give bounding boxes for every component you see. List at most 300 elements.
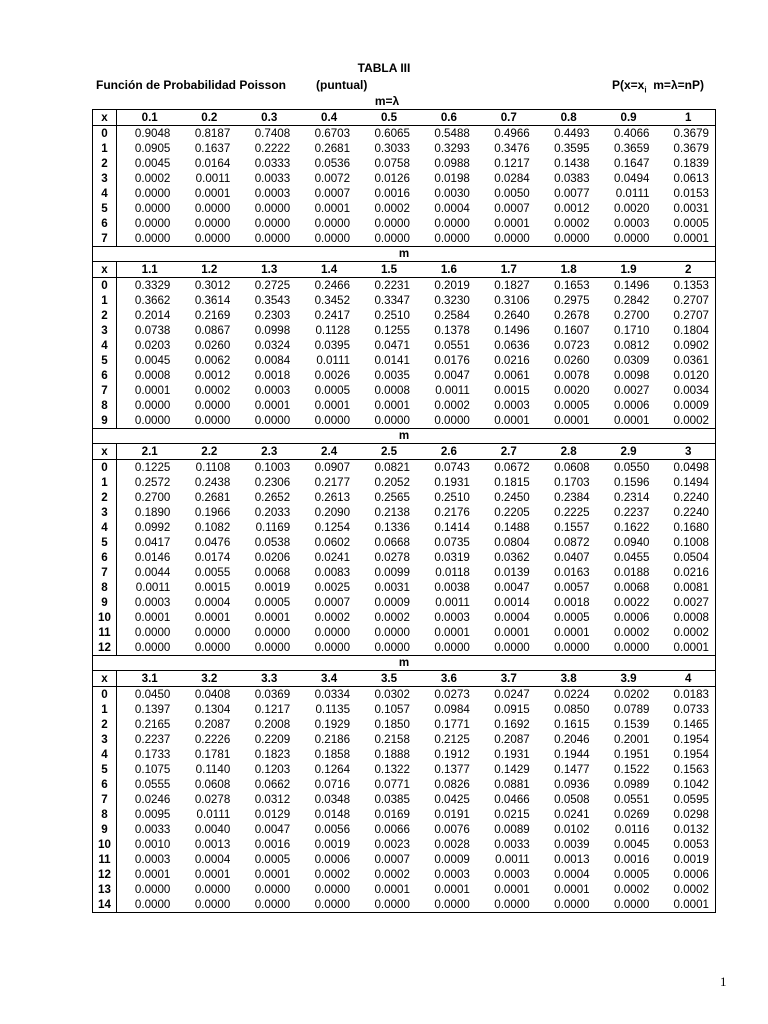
param-header: 0.3 <box>236 110 296 126</box>
probability-cell: 0.2001 <box>614 733 650 746</box>
probability-cell: 0.7408 <box>254 127 291 140</box>
probability-cell: 0.0001 <box>494 883 530 896</box>
table-row <box>93 640 716 656</box>
probability-cell: 0.0002 <box>554 217 590 230</box>
probability-cell: 0.0001 <box>314 399 351 412</box>
probability-cell: 0.0025 <box>314 581 351 594</box>
probability-cell: 0.0662 <box>254 778 291 791</box>
probability-cell: 0.1465 <box>656 717 716 732</box>
probability-cell: 0.0000 <box>374 414 410 427</box>
table-row <box>93 595 716 610</box>
probability-cell: 0.8187 <box>194 127 231 140</box>
table-row <box>93 398 716 413</box>
probability-cell: 0.2019 <box>434 279 470 292</box>
probability-cell: 0.0005 <box>656 216 716 231</box>
probability-cell: 0.0050 <box>494 187 530 200</box>
table-row <box>93 475 716 490</box>
table-row <box>93 505 716 520</box>
probability-cell: 0.0001 <box>254 868 291 881</box>
poisson-table <box>92 109 716 913</box>
table-row <box>93 732 716 747</box>
probability-cell: 0.0068 <box>254 566 291 579</box>
param-header: 2.4 <box>296 444 356 460</box>
table-row <box>93 610 716 625</box>
probability-cell: 0.0001 <box>614 414 650 427</box>
probability-cell: 0.0000 <box>314 883 351 896</box>
probability-cell: 0.0003 <box>134 853 171 866</box>
probability-cell: 0.6065 <box>374 127 410 140</box>
table-row <box>93 293 716 308</box>
x-value: 11 <box>93 852 117 867</box>
probability-cell: 0.0383 <box>554 172 590 185</box>
probability-cell: 0.0002 <box>134 172 171 185</box>
probability-cell: 0.0004 <box>554 868 590 881</box>
probability-cell: 0.0608 <box>554 461 590 474</box>
probability-cell: 0.0551 <box>614 793 650 806</box>
probability-cell: 0.1522 <box>614 763 650 776</box>
probability-cell: 0.0011 <box>495 853 530 866</box>
probability-cell: 0.0498 <box>656 460 716 476</box>
probability-cell: 0.0000 <box>254 202 291 215</box>
x-value: 3 <box>93 732 117 747</box>
table-row <box>93 822 716 837</box>
probability-cell: 0.0018 <box>254 369 291 382</box>
table-row <box>93 490 716 505</box>
probability-cell: 0.0009 <box>434 853 470 866</box>
param-header: 4 <box>656 671 716 687</box>
probability-cell: 0.0002 <box>194 384 231 397</box>
probability-cell: 0.1438 <box>554 157 590 170</box>
probability-cell: 0.0198 <box>434 172 470 185</box>
probability-cell: 0.0000 <box>314 414 351 427</box>
probability-cell: 0.1710 <box>614 324 650 337</box>
header-row <box>93 671 716 687</box>
param-header: 1.5 <box>356 262 416 278</box>
probability-cell: 0.0015 <box>494 384 530 397</box>
probability-cell: 0.1353 <box>656 278 716 294</box>
probability-cell: 0.0095 <box>134 808 171 821</box>
param-header: 3.6 <box>416 671 476 687</box>
probability-cell: 0.0000 <box>434 232 470 245</box>
probability-cell: 0.1804 <box>656 323 716 338</box>
probability-cell: 0.0000 <box>596 897 656 913</box>
probability-cell: 0.0006 <box>314 853 351 866</box>
probability-cell: 0.0006 <box>614 399 650 412</box>
probability-cell: 0.0001 <box>134 868 171 881</box>
probability-cell: 0.0005 <box>314 384 351 397</box>
probability-cell: 0.2209 <box>254 733 291 746</box>
probability-cell: 0.1135 <box>315 703 351 716</box>
probability-cell: 0.0007 <box>494 202 530 215</box>
probability-cell: 0.0417 <box>134 536 171 549</box>
probability-cell: 0.0215 <box>494 808 530 821</box>
table-row <box>93 565 716 580</box>
formula-prefix: P(x=x <box>612 78 645 92</box>
probability-cell: 0.1703 <box>554 476 590 489</box>
probability-cell: 0.0001 <box>434 883 470 896</box>
probability-cell: 0.3679 <box>656 126 716 142</box>
probability-cell: 0.2222 <box>254 142 291 155</box>
x-value: 12 <box>93 867 117 882</box>
probability-cell: 0.0066 <box>374 823 410 836</box>
probability-cell: 0.0027 <box>614 384 650 397</box>
x-value: 7 <box>93 383 117 398</box>
probability-cell: 0.0000 <box>194 399 231 412</box>
table-row <box>93 141 716 156</box>
probability-cell: 0.0000 <box>134 641 171 654</box>
x-value: 10 <box>93 610 117 625</box>
probability-cell: 0.1929 <box>314 718 351 731</box>
probability-cell: 0.0028 <box>434 838 470 851</box>
probability-cell: 0.0735 <box>434 536 470 549</box>
probability-cell: 0.0089 <box>494 823 530 836</box>
probability-cell: 0.1128 <box>315 324 351 337</box>
table-row <box>93 867 716 882</box>
probability-cell: 0.2186 <box>314 733 351 746</box>
probability-cell: 0.0476 <box>194 536 231 549</box>
probability-cell: 0.0001 <box>194 611 231 624</box>
param-header: 1.1 <box>117 262 177 278</box>
probability-cell: 0.0026 <box>314 369 351 382</box>
probability-cell: 0.0000 <box>254 641 291 654</box>
probability-cell: 0.0016 <box>374 187 410 200</box>
param-header: 3.8 <box>536 671 596 687</box>
probability-cell: 0.0174 <box>194 551 231 564</box>
param-header: 3 <box>656 444 716 460</box>
x-value: 5 <box>93 353 117 368</box>
probability-cell: 0.0005 <box>254 853 291 866</box>
probability-cell: 0.0004 <box>194 596 231 609</box>
x-value: 6 <box>93 550 117 565</box>
probability-cell: 0.0000 <box>554 232 590 245</box>
probability-cell: 0.0668 <box>374 536 410 549</box>
probability-cell: 0.1057 <box>374 703 410 716</box>
probability-cell: 0.0013 <box>554 853 590 866</box>
probability-cell: 0.0003 <box>494 399 530 412</box>
probability-cell: 0.2138 <box>374 506 410 519</box>
x-value: 3 <box>93 505 117 520</box>
probability-cell: 0.2087 <box>194 718 231 731</box>
table-row <box>93 460 716 476</box>
probability-cell: 0.0002 <box>614 883 650 896</box>
formula-subscript: i <box>644 85 647 95</box>
probability-cell: 0.0035 <box>374 369 410 382</box>
probability-cell: 0.3347 <box>374 294 410 307</box>
probability-cell: 0.2008 <box>254 718 291 731</box>
probability-cell: 0.2572 <box>134 476 171 489</box>
parameter-label: m <box>93 429 716 444</box>
probability-cell: 0.0000 <box>494 641 530 654</box>
probability-cell: 0.0000 <box>134 187 171 200</box>
probability-cell: 0.0078 <box>554 369 590 382</box>
probability-cell: 0.0013 <box>194 838 231 851</box>
probability-cell: 0.0111 <box>615 187 650 200</box>
probability-cell: 0.0016 <box>254 838 291 851</box>
probability-cell: 0.0000 <box>374 217 410 230</box>
probability-cell: 0.0000 <box>356 897 416 913</box>
probability-cell: 0.0020 <box>614 202 650 215</box>
probability-cell: 0.3476 <box>494 142 530 155</box>
probability-cell: 0.1264 <box>314 763 351 776</box>
probability-cell: 0.0000 <box>194 202 231 215</box>
probability-cell: 0.0012 <box>194 369 231 382</box>
formula-suffix: m=λ=nP) <box>646 78 704 92</box>
probability-cell: 0.0000 <box>254 414 291 427</box>
probability-cell: 0.0821 <box>374 461 410 474</box>
probability-cell: 0.0471 <box>374 339 410 352</box>
table-row <box>93 201 716 216</box>
probability-cell: 0.2417 <box>314 309 351 322</box>
probability-cell: 0.2177 <box>314 476 351 489</box>
table-row <box>93 353 716 368</box>
param-header: 2.3 <box>236 444 296 460</box>
probability-cell: 0.0139 <box>494 566 530 579</box>
x-header: x <box>93 262 117 278</box>
probability-cell: 0.0002 <box>314 611 351 624</box>
param-header: 2 <box>656 262 716 278</box>
probability-cell: 0.0072 <box>314 172 351 185</box>
probability-cell: 0.2052 <box>374 476 410 489</box>
probability-cell: 0.0002 <box>374 611 410 624</box>
probability-cell: 0.0020 <box>554 384 590 397</box>
probability-cell: 0.3033 <box>374 142 410 155</box>
probability-cell: 0.0000 <box>374 626 410 639</box>
probability-cell: 0.0011 <box>435 384 470 397</box>
probability-cell: 0.0163 <box>554 566 590 579</box>
probability-cell: 0.1944 <box>554 748 590 761</box>
probability-cell: 0.0047 <box>254 823 291 836</box>
x-value: 4 <box>93 338 117 353</box>
x-header: x <box>93 444 117 460</box>
probability-cell: 0.0011 <box>435 596 470 609</box>
probability-cell: 0.0001 <box>554 414 590 427</box>
param-header: 2.8 <box>536 444 596 460</box>
probability-cell: 0.0099 <box>374 566 410 579</box>
probability-cell: 0.0000 <box>434 641 470 654</box>
probability-cell: 0.0000 <box>194 883 231 896</box>
probability-cell: 0.0000 <box>134 399 171 412</box>
probability-cell: 0.1951 <box>614 748 650 761</box>
x-value: 7 <box>93 231 117 247</box>
probability-cell: 0.2565 <box>374 491 410 504</box>
probability-cell: 0.0045 <box>134 354 171 367</box>
probability-cell: 0.0034 <box>656 383 716 398</box>
probability-cell: 0.0000 <box>614 232 650 245</box>
probability-cell: 0.1539 <box>614 718 650 731</box>
probability-cell: 0.2510 <box>434 491 470 504</box>
probability-cell: 0.0743 <box>434 461 470 474</box>
probability-cell: 0.1075 <box>134 763 171 776</box>
probability-cell: 0.0008 <box>134 369 171 382</box>
probability-cell: 0.1781 <box>194 748 231 761</box>
parameter-row <box>93 247 716 262</box>
probability-cell: 0.0284 <box>494 172 530 185</box>
probability-cell: 0.0369 <box>254 688 291 701</box>
probability-cell: 0.0260 <box>194 339 231 352</box>
probability-cell: 0.0269 <box>614 808 650 821</box>
probability-cell: 0.2240 <box>656 490 716 505</box>
probability-cell: 0.0504 <box>656 550 716 565</box>
probability-cell: 0.0000 <box>134 232 171 245</box>
table-row <box>93 413 716 429</box>
probability-cell: 0.0047 <box>434 369 470 382</box>
probability-cell: 0.0081 <box>656 580 716 595</box>
probability-cell: 0.1607 <box>554 324 590 337</box>
probability-cell: 0.0984 <box>434 703 470 716</box>
x-value: 5 <box>93 762 117 777</box>
param-header: 1.4 <box>296 262 356 278</box>
probability-cell: 0.0636 <box>494 339 530 352</box>
probability-cell: 0.1225 <box>134 461 171 474</box>
x-value: 9 <box>93 413 117 429</box>
table-row <box>93 837 716 852</box>
probability-cell: 0.0002 <box>614 626 650 639</box>
probability-cell: 0.0003 <box>434 611 470 624</box>
table-row <box>93 852 716 867</box>
probability-cell: 0.0010 <box>134 838 171 851</box>
probability-cell: 0.0001 <box>554 626 590 639</box>
table-row <box>93 383 716 398</box>
probability-cell: 0.0001 <box>254 611 291 624</box>
probability-cell: 0.0027 <box>656 595 716 610</box>
probability-cell: 0.1336 <box>374 521 410 534</box>
probability-cell: 0.0061 <box>494 369 530 382</box>
x-value: 7 <box>93 792 117 807</box>
table-row <box>93 216 716 231</box>
param-header: 0.1 <box>117 110 177 126</box>
param-header: 1.3 <box>236 262 296 278</box>
x-value: 6 <box>93 216 117 231</box>
probability-cell: 0.0169 <box>374 808 410 821</box>
probability-cell: 0.2226 <box>194 733 231 746</box>
param-header: 2.9 <box>596 444 656 460</box>
probability-cell: 0.2237 <box>614 506 650 519</box>
probability-cell: 0.1140 <box>195 763 231 776</box>
formula-label <box>612 78 704 94</box>
probability-cell: 0.0000 <box>314 626 351 639</box>
probability-cell: 0.0003 <box>434 868 470 881</box>
probability-cell: 0.0098 <box>614 369 650 382</box>
probability-cell: 0.1858 <box>314 748 351 761</box>
probability-cell: 0.1596 <box>614 476 650 489</box>
probability-cell: 0.0001 <box>314 202 351 215</box>
probability-cell: 0.0053 <box>656 837 716 852</box>
probability-cell: 0.0062 <box>194 354 231 367</box>
probability-cell: 0.0008 <box>656 610 716 625</box>
probability-cell: 0.0003 <box>614 217 650 230</box>
probability-cell: 0.0812 <box>614 339 650 352</box>
probability-cell: 0.0000 <box>194 217 231 230</box>
probability-cell: 0.0039 <box>554 838 590 851</box>
probability-cell: 0.0033 <box>134 823 171 836</box>
probability-cell: 0.0001 <box>554 883 590 896</box>
probability-cell: 0.0203 <box>134 339 171 352</box>
probability-cell: 0.0000 <box>254 883 291 896</box>
probability-cell: 0.1217 <box>254 703 291 716</box>
probability-cell: 0.0395 <box>314 339 351 352</box>
probability-cell: 0.0550 <box>614 461 650 474</box>
table-row <box>93 156 716 171</box>
probability-cell: 0.1647 <box>614 157 650 170</box>
probability-cell: 0.0247 <box>494 688 530 701</box>
probability-cell: 0.0202 <box>614 688 650 701</box>
probability-cell: 0.0450 <box>134 688 171 701</box>
param-header: 3.2 <box>176 671 236 687</box>
probability-cell: 0.0000 <box>614 641 650 654</box>
probability-cell: 0.1042 <box>656 777 716 792</box>
probability-cell: 0.1692 <box>494 718 530 731</box>
probability-cell: 0.2125 <box>434 733 470 746</box>
probability-cell: 0.0408 <box>194 688 231 701</box>
probability-cell: 0.1003 <box>254 461 291 474</box>
probability-cell: 0.0224 <box>554 688 590 701</box>
probability-cell: 0.1557 <box>554 521 590 534</box>
probability-cell: 0.2165 <box>134 718 171 731</box>
probability-cell: 0.3329 <box>134 279 171 292</box>
table-row <box>93 520 716 535</box>
probability-cell: 0.0001 <box>194 868 231 881</box>
probability-cell: 0.0595 <box>656 792 716 807</box>
probability-cell: 0.0608 <box>194 778 231 791</box>
probability-cell: 0.0005 <box>614 868 650 881</box>
x-value: 2 <box>93 717 117 732</box>
probability-cell: 0.1397 <box>134 703 171 716</box>
x-value: 12 <box>93 640 117 656</box>
probability-cell: 0.0022 <box>614 596 650 609</box>
probability-cell: 0.1378 <box>434 324 470 337</box>
parameter-label: m <box>93 656 716 671</box>
probability-cell: 0.0084 <box>254 354 291 367</box>
probability-cell: 0.0018 <box>554 596 590 609</box>
probability-cell: 0.0164 <box>194 157 231 170</box>
param-header: 0.7 <box>476 110 536 126</box>
probability-cell: 0.1494 <box>656 475 716 490</box>
probability-cell: 0.2158 <box>374 733 410 746</box>
probability-cell: 0.3543 <box>254 294 291 307</box>
probability-cell: 0.2205 <box>494 506 530 519</box>
probability-cell: 0.0116 <box>614 823 650 836</box>
header-row <box>93 444 716 460</box>
table-row <box>93 777 716 792</box>
probability-cell: 0.0312 <box>254 793 291 806</box>
probability-cell: 0.1217 <box>494 157 530 170</box>
table-row <box>93 368 716 383</box>
param-header: 3.3 <box>236 671 296 687</box>
table-row <box>93 186 716 201</box>
table-row <box>93 338 716 353</box>
probability-cell: 0.1008 <box>656 535 716 550</box>
probability-cell: 0.0804 <box>494 536 530 549</box>
probability-cell: 0.2466 <box>314 279 351 292</box>
probability-cell: 0.0076 <box>434 823 470 836</box>
probability-cell: 0.0000 <box>194 232 231 245</box>
probability-cell: 0.2303 <box>254 309 291 322</box>
probability-cell: 0.0111 <box>196 808 231 821</box>
x-value: 13 <box>93 882 117 897</box>
probability-cell: 0.0044 <box>134 566 171 579</box>
probability-cell: 0.0001 <box>374 883 410 896</box>
page-number: 1 <box>720 974 727 989</box>
probability-cell: 0.1304 <box>194 703 231 716</box>
probability-cell: 0.0738 <box>134 324 171 337</box>
probability-cell: 0.0000 <box>117 897 177 913</box>
probability-cell: 0.1082 <box>194 521 231 534</box>
probability-cell: 0.2314 <box>614 491 650 504</box>
probability-cell: 0.2090 <box>314 506 351 519</box>
x-value: 0 <box>93 126 117 142</box>
probability-cell: 0.0246 <box>134 793 171 806</box>
param-header: 2.2 <box>176 444 236 460</box>
